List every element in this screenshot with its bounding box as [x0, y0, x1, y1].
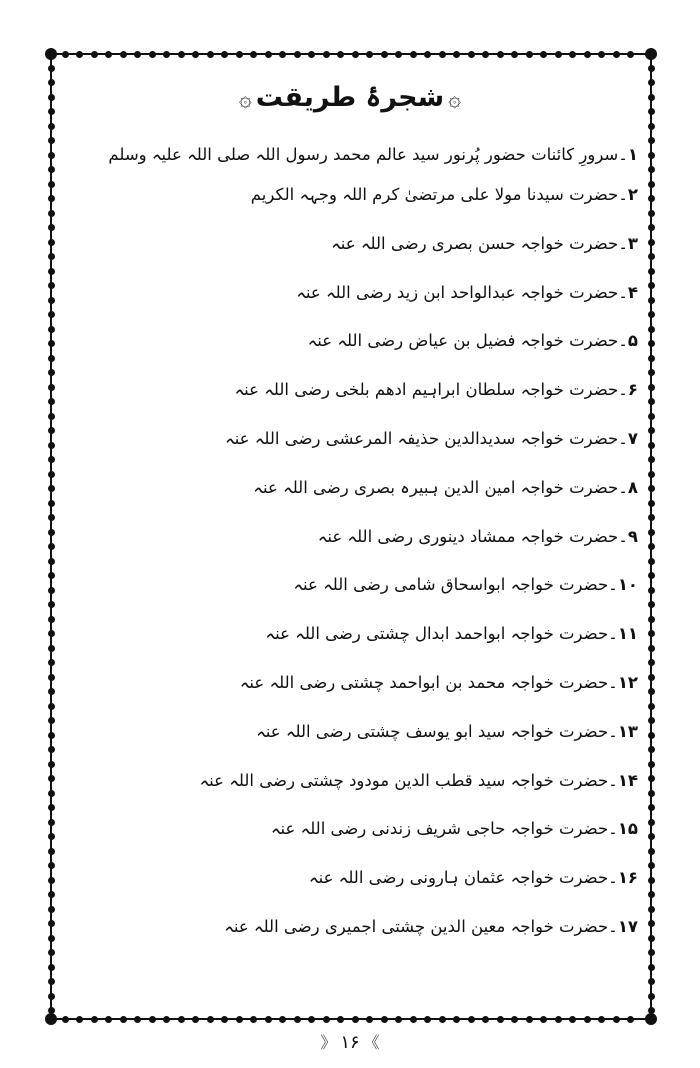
border-bead [598, 51, 605, 58]
border-bead [48, 239, 55, 246]
border-bead [48, 906, 55, 913]
border-bead [48, 862, 55, 869]
border-bead [648, 442, 655, 449]
entry-text: حضرت خواجہ ممشاد دینوری رضی اللہ عنہ [317, 526, 619, 546]
border-bead [569, 1016, 576, 1023]
border-bead [648, 529, 655, 536]
border-bead [648, 152, 655, 159]
border-bead [598, 1016, 605, 1023]
border-bead [48, 572, 55, 579]
border-bead [648, 282, 655, 289]
border-bead [48, 761, 55, 768]
border-bead [134, 51, 141, 58]
border-bead [48, 326, 55, 333]
border-bead [265, 1016, 272, 1023]
entry-separator: ۔ [618, 380, 628, 400]
border-bead [48, 804, 55, 811]
border-bead [279, 51, 286, 58]
entry-separator: ۔ [618, 428, 628, 448]
border-bead [648, 543, 655, 550]
border-bead [613, 51, 620, 58]
border-bead [569, 51, 576, 58]
border-bead [648, 587, 655, 594]
lineage-entry [108, 140, 638, 180]
border-bead [648, 601, 655, 608]
border-bead [468, 51, 475, 58]
border-bead [221, 1016, 228, 1023]
entry-separator: ۔ [608, 672, 618, 692]
lineage-entry [168, 229, 638, 278]
lineage-entry [168, 375, 638, 424]
border-bead [648, 558, 655, 565]
border-bead [337, 1016, 344, 1023]
lineage-entry [168, 814, 638, 863]
border-bead [648, 224, 655, 231]
border-bead [48, 587, 55, 594]
border-bead [48, 500, 55, 507]
border-bead [192, 51, 199, 58]
border-bead [540, 1016, 547, 1023]
border-bead [648, 674, 655, 681]
border-bead [149, 1016, 156, 1023]
entry-separator: ۔ [608, 916, 618, 936]
border-bead [48, 717, 55, 724]
border-bead [648, 790, 655, 797]
entry-separator: ۔ [618, 526, 628, 546]
border-bead [149, 51, 156, 58]
border-bead [48, 543, 55, 550]
border-bead [250, 51, 257, 58]
border-bead [76, 51, 83, 58]
border-bead [648, 384, 655, 391]
border-bead [648, 253, 655, 260]
border-bead [584, 1016, 591, 1023]
border-bead [48, 137, 55, 144]
lineage-entry [168, 522, 638, 571]
entry-number: ۱ [627, 145, 638, 164]
border-bead [62, 51, 69, 58]
border-bead [120, 1016, 127, 1023]
border-bead [48, 514, 55, 521]
border-bead [648, 746, 655, 753]
entry-number: ۲ [627, 185, 638, 204]
entry-text: حضرت خواجہ عبدالواحد ابن زید رضی اللہ عنہ [296, 282, 619, 302]
border-bead [648, 703, 655, 710]
entry-text: حضرت خواجہ حسن بصری رضی اللہ عنہ [331, 233, 619, 253]
title-ornament-right: ۞ [448, 87, 462, 112]
border-bead [178, 51, 185, 58]
entry-text: حضرت خواجہ ابواسحاق شامی رضی اللہ عنہ [293, 575, 609, 595]
border-bead [279, 1016, 286, 1023]
border-bead [648, 804, 655, 811]
border-bead [395, 1016, 402, 1023]
page-ornament-right: 》 [363, 1033, 380, 1052]
border-bead [648, 355, 655, 362]
border-bead [76, 1016, 83, 1023]
border-bead [48, 152, 55, 159]
border-bead [48, 181, 55, 188]
border-bead [236, 51, 243, 58]
lineage-entry [168, 717, 638, 766]
entry-number: ۱۴ [617, 770, 638, 790]
border-bead [221, 51, 228, 58]
border-bead [648, 862, 655, 869]
entry-text: حضرت خواجہ سلطان ابراہیم ادھم بلخی رضی اللہ عنہ [234, 380, 619, 400]
border-bead [48, 819, 55, 826]
border-bead [48, 195, 55, 202]
border-bead [648, 833, 655, 840]
border-bead [48, 949, 55, 956]
border-bead [648, 311, 655, 318]
border-bead [48, 746, 55, 753]
border-bead [48, 369, 55, 376]
border-bead [526, 51, 533, 58]
lineage-entry [168, 668, 638, 717]
border-bead [48, 601, 55, 608]
border-bead [627, 51, 634, 58]
border-bead [366, 1016, 373, 1023]
border-bead [648, 775, 655, 782]
border-bead [120, 51, 127, 58]
border-bead [648, 978, 655, 985]
border-bead [192, 1016, 199, 1023]
border-bead [497, 51, 504, 58]
page-ornament-left: 《 [320, 1033, 337, 1052]
border-bead [648, 630, 655, 637]
border-bead [648, 485, 655, 492]
border-bead [294, 1016, 301, 1023]
border-bead [48, 630, 55, 637]
entry-separator: ۔ [608, 819, 618, 839]
border-bead [648, 195, 655, 202]
border-bead [323, 51, 330, 58]
border-bead [163, 51, 170, 58]
border-bead [48, 355, 55, 362]
border-bead [424, 1016, 431, 1023]
border-bead [648, 123, 655, 130]
entry-text: سرورِ کائنات حضور پُرنور سید عالم محمد رسول اللہ صلی اللہ علیہ وسلم [108, 145, 619, 164]
border-bead [648, 717, 655, 724]
border-bead [48, 471, 55, 478]
entry-number: ۱۲ [617, 672, 638, 692]
border-bead [482, 1016, 489, 1023]
border-bead [648, 326, 655, 333]
entry-number: ۱۳ [617, 721, 638, 741]
border-bead [648, 761, 655, 768]
border-bead [352, 1016, 359, 1023]
border-bead [48, 891, 55, 898]
border-bead [48, 253, 55, 260]
page-number-block [0, 1030, 700, 1053]
entry-number: ۱۰ [617, 575, 638, 595]
border-corner-ornament [645, 1013, 657, 1025]
entry-separator: ۔ [608, 575, 618, 595]
border-bead [337, 51, 344, 58]
title-ornament-left: ۞ [238, 87, 252, 112]
border-bead [584, 51, 591, 58]
border-bead [48, 558, 55, 565]
border-bead [48, 123, 55, 130]
entry-text: حضرت خواجہ محمد بن ابواحمد چشتی رضی اللہ عنہ [239, 672, 609, 692]
border-bead [511, 51, 518, 58]
entry-number: ۶ [627, 380, 638, 400]
border-bead [468, 1016, 475, 1023]
border-bead [48, 790, 55, 797]
border-bead [648, 210, 655, 217]
entry-number: ۴ [627, 282, 638, 302]
entry-number: ۱۶ [617, 868, 638, 888]
border-bead [648, 964, 655, 971]
border-bead [648, 616, 655, 623]
border-bead [48, 833, 55, 840]
border-bead [48, 297, 55, 304]
border-bead [48, 674, 55, 681]
lineage-entry [168, 863, 638, 912]
border-bead [410, 1016, 417, 1023]
entry-text: حضرت خواجہ امین الدین ہبیرہ بصری رضی اللہ عنہ [253, 477, 619, 497]
border-bead [48, 935, 55, 942]
entry-number: ۹ [627, 526, 638, 546]
border-bead [48, 920, 55, 927]
border-bead [294, 51, 301, 58]
border-bead [48, 166, 55, 173]
entry-separator: ۔ [618, 185, 628, 204]
border-bead [105, 51, 112, 58]
lineage-entry [168, 912, 638, 961]
entry-separator: ۔ [618, 233, 628, 253]
lineage-entry [168, 180, 638, 229]
lineage-entry [168, 424, 638, 473]
border-bead [48, 398, 55, 405]
entry-text: حضرت خواجہ سید قطب الدین مودود چشتی رضی اللہ عنہ [199, 770, 609, 790]
border-bead [91, 51, 98, 58]
border-bead [648, 514, 655, 521]
border-bead [648, 340, 655, 347]
border-bead [91, 1016, 98, 1023]
lineage-entry [168, 619, 638, 668]
border-bead [395, 51, 402, 58]
entry-number: ۳ [627, 233, 638, 253]
border-bead [48, 282, 55, 289]
entry-number: ۱۷ [617, 916, 638, 936]
border-bead [48, 384, 55, 391]
lineage-entry [168, 766, 638, 815]
entry-number: ۵ [627, 331, 638, 351]
entry-separator: ۔ [608, 770, 618, 790]
lineage-entry [168, 473, 638, 522]
border-bead [648, 413, 655, 420]
page-title-text: شجرۂ طریقت [255, 82, 445, 113]
border-bead [482, 51, 489, 58]
lineage-entry [168, 278, 638, 327]
border-bead [265, 51, 272, 58]
border-bead [439, 1016, 446, 1023]
border-bead [648, 398, 655, 405]
border-bead [424, 51, 431, 58]
entry-separator: ۔ [618, 331, 628, 351]
entry-text: حضرت خواجہ فضیل بن عیاض رضی اللہ عنہ [307, 331, 619, 351]
border-bead [648, 65, 655, 72]
border-bead [555, 1016, 562, 1023]
border-bead [410, 51, 417, 58]
border-bead [648, 427, 655, 434]
lineage-entry [168, 326, 638, 375]
border-bead [48, 645, 55, 652]
border-bead [648, 268, 655, 275]
border-bead [648, 891, 655, 898]
entry-text: حضرت خواجہ حاجی شریف زندنی رضی اللہ عنہ [270, 819, 609, 839]
lineage-list [108, 140, 638, 961]
border-bead [453, 51, 460, 58]
border-bead [648, 137, 655, 144]
entry-separator: ۔ [608, 721, 618, 741]
border-bead [48, 775, 55, 782]
border-bead [48, 311, 55, 318]
entry-number: ۷ [627, 428, 638, 448]
border-bead [48, 659, 55, 666]
entry-text: حضرت خواجہ عثمان ہارونی رضی اللہ عنہ [308, 868, 609, 888]
entry-text: حضرت خواجہ سید ابو یوسف چشتی رضی اللہ عنہ [256, 721, 609, 741]
border-bead [48, 529, 55, 536]
border-bead [207, 51, 214, 58]
border-bead [48, 978, 55, 985]
border-bead [648, 166, 655, 173]
entry-separator: ۔ [618, 477, 628, 497]
entry-separator: ۔ [618, 145, 628, 164]
border-bead [648, 993, 655, 1000]
border-bead [439, 51, 446, 58]
border-bead [648, 645, 655, 652]
border-bead [627, 1016, 634, 1023]
border-bead [648, 906, 655, 913]
border-bead [648, 456, 655, 463]
border-bead [453, 1016, 460, 1023]
border-bead [48, 456, 55, 463]
border-bead [62, 1016, 69, 1023]
border-bead [163, 1016, 170, 1023]
border-bead [381, 51, 388, 58]
border-bead [48, 848, 55, 855]
border-bead [648, 181, 655, 188]
border-bead [648, 819, 655, 826]
border-bead [648, 920, 655, 927]
border-bead [648, 297, 655, 304]
entry-text: حضرت خواجہ معین الدین چشتی اجمیری رضی اللہ عنہ [224, 916, 609, 936]
page-number: ۱۶ [340, 1032, 360, 1053]
border-bead [48, 485, 55, 492]
border-bead [48, 210, 55, 217]
border-corner-ornament [45, 48, 57, 60]
entry-number: ۱۱ [617, 624, 638, 644]
border-bead [105, 1016, 112, 1023]
border-bead [308, 1016, 315, 1023]
entry-separator: ۔ [608, 868, 618, 888]
entry-separator: ۔ [608, 624, 618, 644]
border-bead [613, 1016, 620, 1023]
entry-text: حضرت سیدنا مولا علی مرتضیٰ کرم اللہ وجہہ الکریم [250, 185, 619, 204]
border-corner-ornament [645, 48, 657, 60]
border-bead [236, 1016, 243, 1023]
border-bead [48, 442, 55, 449]
border-bead [381, 1016, 388, 1023]
border-bead [48, 703, 55, 710]
border-bead [323, 1016, 330, 1023]
lineage-entry [168, 570, 638, 619]
border-bead [648, 471, 655, 478]
border-bead [48, 993, 55, 1000]
border-bead [134, 1016, 141, 1023]
page-title [235, 82, 465, 113]
border-bead [648, 659, 655, 666]
border-bead [648, 935, 655, 942]
border-bead [48, 413, 55, 420]
border-bead [48, 964, 55, 971]
entry-number: ۱۵ [617, 819, 638, 839]
border-bead [648, 732, 655, 739]
border-bead [178, 1016, 185, 1023]
border-bead [48, 688, 55, 695]
border-bead [648, 500, 655, 507]
border-bead [648, 369, 655, 376]
border-bead [352, 51, 359, 58]
border-bead [48, 732, 55, 739]
border-bead [497, 1016, 504, 1023]
border-bead [526, 1016, 533, 1023]
border-bead [48, 427, 55, 434]
entry-separator: ۔ [618, 282, 628, 302]
border-bead [555, 51, 562, 58]
border-bead [48, 340, 55, 347]
border-bead [540, 51, 547, 58]
border-bead [250, 1016, 257, 1023]
border-bead [366, 51, 373, 58]
border-bead [48, 616, 55, 623]
border-corner-ornament [45, 1013, 57, 1025]
border-bead [648, 688, 655, 695]
border-bead [308, 51, 315, 58]
border-bead [648, 848, 655, 855]
entry-text: حضرت خواجہ سدیدالدین حذیفہ المرعشی رضی اللہ عنہ [225, 428, 619, 448]
border-bead [207, 1016, 214, 1023]
page-title-block [0, 82, 700, 113]
border-bead [648, 949, 655, 956]
border-bead [511, 1016, 518, 1023]
border-bead [48, 877, 55, 884]
border-bead [48, 268, 55, 275]
entry-number: ۸ [627, 477, 638, 497]
border-bead [48, 65, 55, 72]
border-bead [648, 239, 655, 246]
border-bead [648, 877, 655, 884]
border-bead [48, 224, 55, 231]
entry-text: حضرت خواجہ ابواحمد ابدال چشتی رضی اللہ عنہ [265, 624, 609, 644]
border-bead [648, 572, 655, 579]
